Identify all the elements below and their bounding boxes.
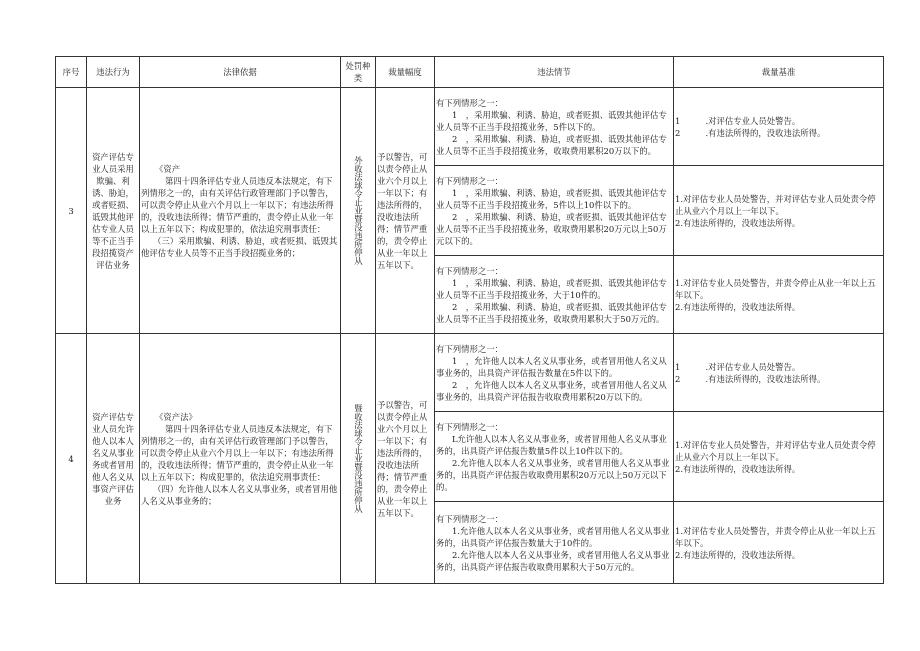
standard-cell <box>674 256 884 334</box>
situation-cell <box>435 334 674 412</box>
situation-line: 1 ，采用欺骗、利诱、胁迫，或者贬损、诋毁其他评估专业人员等不正当手段招揽业务，大于10件的。 <box>436 277 667 300</box>
standard-line: 2 .有违法所得的，没收违法所得。 <box>675 127 826 138</box>
header-seq: 序号 <box>56 57 87 88</box>
basis-article: 第四十四条评估专业人员违反本法规定，有下列情形之一的，由有关评估行政管理部门予以警告，可以责令停止从业六个月以上一年以下；有违法所得的，没收违法所得；情节严重的，责令停止从业一年以上五年以下；构成犯罪的，依法追究刑事责任： <box>141 423 334 482</box>
standard-line: 2.有违法所得的，没收违法所得。 <box>675 549 801 560</box>
situation-cell <box>435 88 674 166</box>
basis-law-title: 《资产 <box>155 163 181 174</box>
penalty-standard-table <box>55 56 884 584</box>
standard-cell <box>674 334 884 412</box>
situation-line: 2 ，采用欺骗、利诱、胁迫，或者贬损、诋毁其他评估专业人员等不正当手段招揽业务，收取费用累积20万以下的。 <box>436 133 667 156</box>
situation-line: 有下列情形之一： <box>436 97 503 108</box>
situation-line: 1.允许他人以本人名义从事业务，或者冒用他人名义从事业务的，出具资产评估报告数量大于10件的。 <box>436 525 670 548</box>
header-range: 裁量幅度 <box>376 57 435 88</box>
situation-line: 有下列情形之一： <box>436 175 503 186</box>
situation-cell <box>435 412 674 502</box>
header-penalty-type: 处罚种类 <box>341 57 376 88</box>
row-basis <box>140 334 341 584</box>
situation-cell <box>435 256 674 334</box>
table-row <box>56 334 884 412</box>
situation-cell <box>435 502 674 584</box>
row-act: 资产评估专业人员采用欺骗、利诱、胁迫，或者贬损、诋毁其他评估专业人员等不正当手段招揽资产评估业务 <box>87 88 140 334</box>
standard-cell <box>674 166 884 256</box>
situation-line: 1 ，允许他人以本人名义从事业务，或者冒用他人名义从事业务的，出具资产评估报告数量在5件以下的。 <box>436 355 667 378</box>
situation-line: L允许他人以本人名义从事业务，或者冒用他人名义从事业务的，出具资产评估报告数量5件以上10件以下的。 <box>436 433 667 456</box>
situation-line: 2 ，采用欺骗、利诱、胁迫，或者贬损、诋毁其他评估专业人员等不正当手段招揽业务，收取费用累积大于50万元的。 <box>436 301 667 324</box>
standard-cell <box>674 502 884 584</box>
situation-line: 有下列情形之一： <box>436 513 503 524</box>
situation-line: 2.允许他人以本人名义从事业务，或者冒用他人名义从事业务的，出具资产评估报告收取费用累积大于50万元的。 <box>436 549 670 572</box>
standard-cell <box>674 412 884 502</box>
header-row <box>56 57 884 88</box>
penalty-type-text: 暨收法球令止业暨没违所停从 <box>353 403 364 514</box>
row-penalty-type <box>341 88 376 334</box>
situation-line: 2 ，允许他人以本人名义从事业务，或者冒用他人名义从事业务的，出具资产评估报告收取费用累积20万以下的。 <box>436 379 667 402</box>
standard-line: 2 .有违法所得的，没收违法所得。 <box>675 373 826 384</box>
situation-line: 有下列情形之一： <box>436 265 503 276</box>
header-standard: 裁量基准 <box>674 57 884 88</box>
basis-item: （四）允许他人以本人名义从事业务，或者冒用他人名义从事业务的； <box>141 483 338 506</box>
row-basis <box>140 88 341 334</box>
header-basis: 法律依据 <box>140 57 341 88</box>
standard-line: 1.对评估专业人员处警告，并责令停止从业一年以上五年以下。 <box>675 525 876 548</box>
row-seq: 3 <box>56 88 87 334</box>
standard-line: 2.有违法所得的，没收违法所得。 <box>675 463 801 474</box>
table-row <box>56 88 884 166</box>
situation-line: 有下列情形之一： <box>436 343 503 354</box>
situation-line: 2 ，采用欺骗、利诱、胁迫，或者贬损、诋毁其他评估专业人员等不正当手段招揽业务，收取费用累积20万元以上50万元以下的。 <box>436 211 667 246</box>
standard-line: 1.对评估专业人员处警告，并对评估专业人员处责令停止从业六个月以上一年以下。 <box>675 439 876 462</box>
row-penalty-type <box>341 334 376 584</box>
header-situation: 违法情节 <box>435 57 674 88</box>
standard-line: 1 .对评估专业人员处警告。 <box>675 361 801 372</box>
standard-line: 2.有违法所得的，没收违法所得。 <box>675 301 801 312</box>
standard-line: 1 .对评估专业人员处警告。 <box>675 115 801 126</box>
situation-line: 2.允许他人以本人名义从事业务，或者冒用他人名义从事业务的，出具资产评估报告收取费用累积20万元以上50万元以下的。 <box>436 457 670 492</box>
row-range: 予以警告，可以责令停止从业六个月以上一年以下；有违法所得的，没收违法所得；情节严重的，责令停止从业一年以上五年以下。 <box>376 334 435 584</box>
basis-item: （三）采用欺骗、利诱、胁迫，或者贬损、诋毁其他评估专业人员等不正当手段招揽业务的； <box>141 235 338 258</box>
basis-law-title: 《资产法》 <box>155 411 197 422</box>
standard-line: 2.有违法所得的，没收违法所得。 <box>675 217 801 228</box>
row-act: 资产评估专业人员允许他人以本人名义从事业务或者冒用他人名义从事资产评估业务 <box>87 334 140 584</box>
situation-line: 有下列情形之一： <box>436 421 503 432</box>
basis-article: 第四十四条评估专业人员违反本法规定，有下列情形之一的，由有关评估行政管理部门予以警告，可以责令停止从业六个月以上一年以下；有违法所得的，没收违法所得；情节严重的，责令停止从业一年以上五年以下；构成犯罪的，依法追究刑事责任： <box>141 175 334 234</box>
standard-line: 1.对评估专业人员处警告，并对评估专业人员处责令停止从业六个月以上一年以下。 <box>675 193 876 216</box>
situation-line: 1 ，采用欺骗、利诱、胁迫，或者贬损、诋毁其他评估专业人员等不正当手段招揽业务，5件以下的。 <box>436 109 667 132</box>
row-seq: 4 <box>56 334 87 584</box>
header-act: 违法行为 <box>87 57 140 88</box>
situation-line: 1 ，采用欺骗、利诱、胁迫，或者贬损、诋毁其他评估专业人员等不正当手段招揽业务，5件以上10件以下的。 <box>436 187 667 210</box>
standard-cell <box>674 88 884 166</box>
situation-cell <box>435 166 674 256</box>
penalty-type-text: 外收法球令止业暨没违所停从 <box>353 155 364 266</box>
row-range: 予以警告，可以责令停止从业六个月以上一年以下；有违法所得的，没收违法所得；情节严重的，责令停止从业一年以上五年以下。 <box>376 88 435 334</box>
standard-line: 1.对评估专业人员处警告，并责令停止从业一年以上五年以下。 <box>675 277 876 300</box>
